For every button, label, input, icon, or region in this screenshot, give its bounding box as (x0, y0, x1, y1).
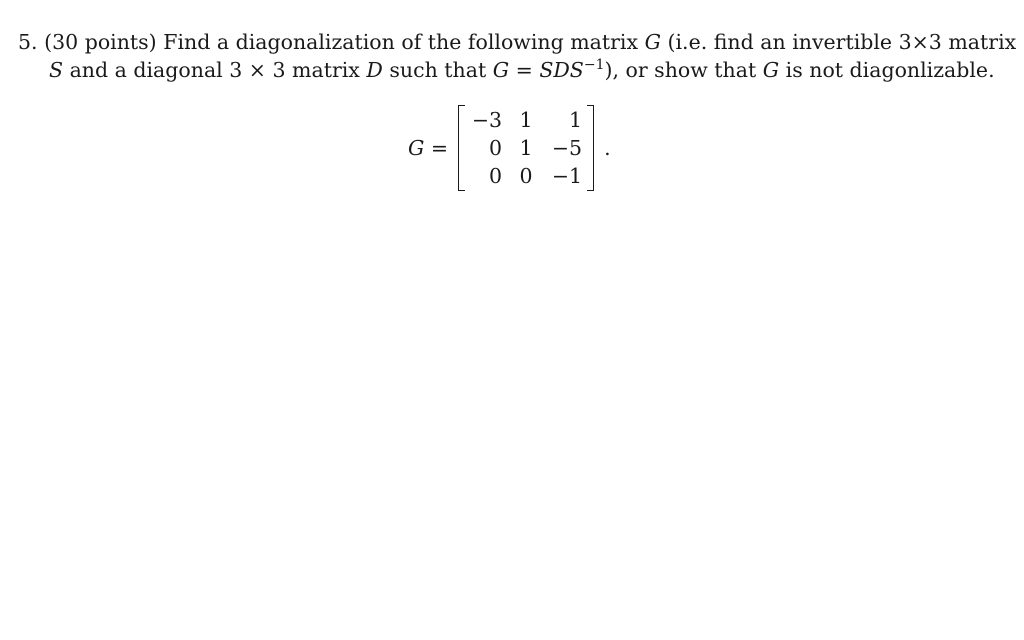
matrix-variable-s: S (49, 58, 64, 82)
matrix-cell: 1 (569, 108, 583, 132)
matrix-cell: −5 (551, 136, 583, 160)
matrix-g (458, 105, 594, 191)
matrix-cell: −3 (471, 108, 503, 132)
matrix-grid (468, 106, 586, 190)
matrix-cell: 0 (519, 164, 533, 188)
problem-text-a: and a diagonal 3 × 3 matrix (69, 58, 360, 82)
problem-points: (30 points) (44, 30, 157, 54)
problem-text-d: is not diagonlizable. (785, 58, 995, 82)
problem-line-1 (18, 28, 1017, 56)
inverse-exponent: −1 (583, 57, 605, 73)
right-bracket (587, 105, 594, 191)
matrix-terminal-period: . (604, 136, 611, 160)
diagonalization-equation: G = SDS (492, 58, 584, 82)
matrix-lhs: G = (408, 136, 449, 160)
matrix-cell: −1 (551, 164, 583, 188)
problem-statement (18, 28, 1017, 84)
problem-number: 5. (18, 30, 38, 54)
matrix-cell: 1 (519, 108, 533, 132)
matrix-cell: 0 (489, 136, 503, 160)
problem-text-b: such that (389, 58, 487, 82)
problem-text-c: ), or show that (604, 58, 757, 82)
matrix-variable-d: D (366, 58, 383, 82)
matrix-variable-g-2: G (762, 58, 780, 82)
problem-line-2 (18, 56, 1008, 84)
problem-text-cont: (i.e. find an invertible 3×3 matrix (667, 30, 1017, 54)
problem-text: Find a diagonalization of the following matrix (163, 30, 639, 54)
matrix-cell: 0 (489, 164, 503, 188)
matrix-variable-g: G (644, 30, 661, 54)
matrix-display (408, 104, 611, 192)
matrix-cell: 1 (519, 136, 533, 160)
left-bracket (458, 105, 465, 191)
